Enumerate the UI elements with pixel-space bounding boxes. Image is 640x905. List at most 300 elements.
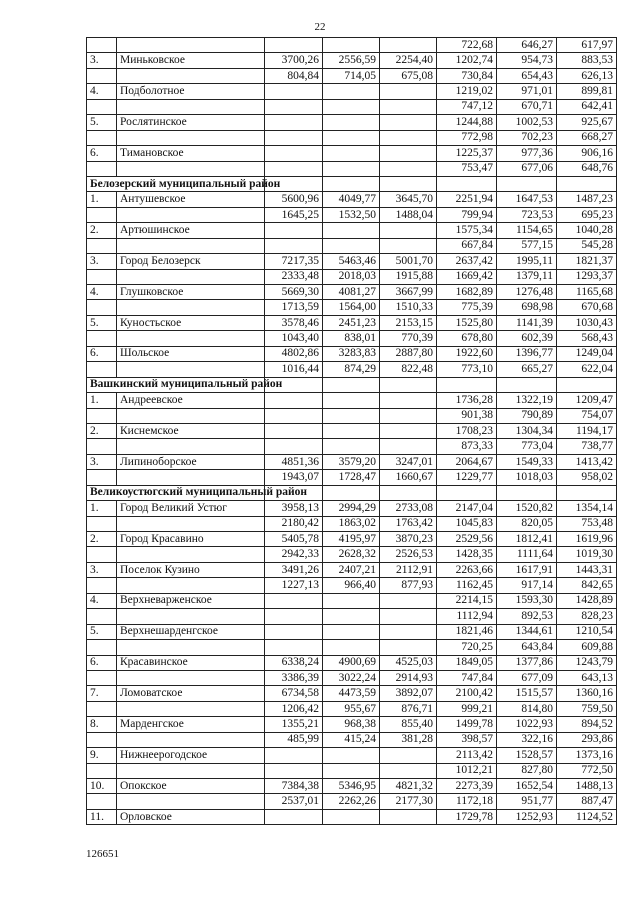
table-row [87, 423, 617, 438]
row-index: 6. [87, 655, 117, 670]
value-cell [265, 423, 323, 438]
row-index: 5. [87, 624, 117, 639]
table-row [87, 717, 617, 732]
value-cell: 2064,67 [437, 454, 497, 469]
value-cell: 906,16 [557, 146, 617, 161]
value-cell: 2113,42 [437, 748, 497, 763]
table-body [87, 38, 617, 825]
value-cell: 7217,35 [265, 254, 323, 269]
value-cell: 1016,44 [265, 362, 323, 377]
value-cell: 971,01 [497, 84, 557, 99]
empty-cell [497, 485, 557, 500]
value-cell: 1165,68 [557, 285, 617, 300]
value-cell: 3283,83 [323, 346, 380, 361]
table-row [87, 346, 617, 361]
value-cell: 2177,30 [380, 794, 437, 809]
settlement-name: Поселок Кузино [117, 562, 265, 577]
value-cell: 951,77 [497, 794, 557, 809]
settlement-name [117, 68, 265, 83]
value-cell: 877,93 [380, 578, 437, 593]
value-cell: 2273,39 [437, 779, 497, 794]
table-row [87, 701, 617, 716]
value-cell: 1549,33 [497, 454, 557, 469]
value-cell: 3386,39 [265, 670, 323, 685]
settlement-name: Город Красавино [117, 532, 265, 547]
row-index [87, 300, 117, 315]
region-name: Великоустюгский муниципальный район [87, 485, 265, 500]
region-header-row [87, 485, 617, 500]
document-code: 126651 [86, 848, 119, 860]
value-cell: 1210,54 [557, 624, 617, 639]
row-index [87, 68, 117, 83]
value-cell: 1915,88 [380, 269, 437, 284]
value-cell: 2180,42 [265, 516, 323, 531]
value-cell: 901,38 [437, 408, 497, 423]
value-cell: 1510,33 [380, 300, 437, 315]
empty-cell [497, 176, 557, 191]
value-cell: 1564,00 [323, 300, 380, 315]
value-cell: 855,40 [380, 717, 437, 732]
value-cell: 1669,42 [437, 269, 497, 284]
value-cell [323, 223, 380, 238]
value-cell: 1252,93 [497, 809, 557, 824]
value-cell: 1652,54 [497, 779, 557, 794]
value-cell [265, 624, 323, 639]
value-cell [380, 624, 437, 639]
table-row [87, 362, 617, 377]
value-cell: 643,13 [557, 670, 617, 685]
value-cell: 1708,23 [437, 423, 497, 438]
value-cell: 665,27 [497, 362, 557, 377]
value-cell: 814,80 [497, 701, 557, 716]
empty-cell [557, 485, 617, 500]
value-cell [323, 809, 380, 824]
value-cell: 955,67 [323, 701, 380, 716]
value-cell: 5669,30 [265, 285, 323, 300]
table-row [87, 254, 617, 269]
value-cell: 3870,23 [380, 532, 437, 547]
table-row [87, 516, 617, 531]
value-cell: 1012,21 [437, 763, 497, 778]
value-cell: 925,67 [557, 115, 617, 130]
value-cell: 7384,38 [265, 779, 323, 794]
value-cell: 1922,60 [437, 346, 497, 361]
value-cell: 917,14 [497, 578, 557, 593]
value-cell [323, 423, 380, 438]
tariff-table [86, 37, 617, 825]
value-cell: 6734,58 [265, 686, 323, 701]
settlement-name [117, 470, 265, 485]
value-cell: 1520,82 [497, 501, 557, 516]
value-cell: 773,10 [437, 362, 497, 377]
value-cell: 678,80 [437, 331, 497, 346]
value-cell [323, 38, 380, 53]
value-cell: 609,88 [557, 640, 617, 655]
value-cell: 2914,93 [380, 670, 437, 685]
row-index [87, 578, 117, 593]
value-cell: 4821,32 [380, 779, 437, 794]
value-cell [380, 238, 437, 253]
table-row [87, 408, 617, 423]
table-row [87, 146, 617, 161]
value-cell [265, 161, 323, 176]
value-cell: 1617,91 [497, 562, 557, 577]
value-cell: 1354,14 [557, 501, 617, 516]
value-cell: 5600,96 [265, 192, 323, 207]
value-cell: 999,21 [437, 701, 497, 716]
settlement-name: Шольское [117, 346, 265, 361]
value-cell: 1219,02 [437, 84, 497, 99]
value-cell: 4900,69 [323, 655, 380, 670]
value-cell: 4195,97 [323, 532, 380, 547]
row-index: 3. [87, 53, 117, 68]
value-cell: 2537,01 [265, 794, 323, 809]
value-cell [323, 763, 380, 778]
value-cell: 720,25 [437, 640, 497, 655]
table-row [87, 547, 617, 562]
value-cell [323, 609, 380, 624]
row-index: 4. [87, 285, 117, 300]
value-cell: 5405,78 [265, 532, 323, 547]
value-cell: 838,01 [323, 331, 380, 346]
value-cell: 1647,53 [497, 192, 557, 207]
value-cell: 3491,26 [265, 562, 323, 577]
value-cell: 5346,95 [323, 779, 380, 794]
settlement-name [117, 362, 265, 377]
value-cell: 668,27 [557, 130, 617, 145]
value-cell: 1194,17 [557, 423, 617, 438]
value-cell: 1728,47 [323, 470, 380, 485]
value-cell: 2112,91 [380, 562, 437, 577]
settlement-name [117, 331, 265, 346]
value-cell: 772,98 [437, 130, 497, 145]
value-cell: 626,13 [557, 68, 617, 83]
empty-cell [437, 377, 497, 392]
value-cell [380, 809, 437, 824]
value-cell [380, 84, 437, 99]
value-cell: 2262,26 [323, 794, 380, 809]
value-cell: 5463,46 [323, 254, 380, 269]
value-cell: 1532,50 [323, 207, 380, 222]
value-cell [323, 146, 380, 161]
row-index: 1. [87, 192, 117, 207]
value-cell [323, 748, 380, 763]
table-row [87, 285, 617, 300]
value-cell [265, 223, 323, 238]
value-cell: 1593,30 [497, 593, 557, 608]
value-cell: 3247,01 [380, 454, 437, 469]
value-cell: 753,48 [557, 516, 617, 531]
row-index [87, 609, 117, 624]
value-cell: 1443,31 [557, 562, 617, 577]
value-cell: 1499,78 [437, 717, 497, 732]
settlement-name: Верхневарженское [117, 593, 265, 608]
value-cell: 2153,15 [380, 315, 437, 330]
value-cell: 1022,93 [497, 717, 557, 732]
value-cell: 1040,28 [557, 223, 617, 238]
value-cell: 1141,39 [497, 315, 557, 330]
table-row [87, 670, 617, 685]
value-cell: 738,77 [557, 439, 617, 454]
settlement-name: Марденгское [117, 717, 265, 732]
value-cell: 723,53 [497, 207, 557, 222]
empty-cell [437, 176, 497, 191]
value-cell: 1377,86 [497, 655, 557, 670]
value-cell: 3667,99 [380, 285, 437, 300]
value-cell: 1202,74 [437, 53, 497, 68]
settlement-name [117, 439, 265, 454]
value-cell [380, 130, 437, 145]
row-index: 7. [87, 686, 117, 701]
value-cell [265, 763, 323, 778]
value-cell: 1619,96 [557, 532, 617, 547]
value-cell: 887,47 [557, 794, 617, 809]
settlement-name [117, 130, 265, 145]
value-cell: 667,84 [437, 238, 497, 253]
row-index: 1. [87, 501, 117, 516]
value-cell: 1373,16 [557, 748, 617, 763]
table-row [87, 161, 617, 176]
value-cell [323, 130, 380, 145]
value-cell [380, 439, 437, 454]
value-cell [380, 748, 437, 763]
value-cell [265, 593, 323, 608]
row-index: 3. [87, 562, 117, 577]
value-cell: 1995,11 [497, 254, 557, 269]
row-index [87, 269, 117, 284]
region-name: Вашкинский муниципальный район [87, 377, 265, 392]
value-cell: 1812,41 [497, 532, 557, 547]
settlement-name [117, 99, 265, 114]
row-index: 2. [87, 423, 117, 438]
value-cell: 1849,05 [437, 655, 497, 670]
value-cell: 677,09 [497, 670, 557, 685]
value-cell: 1528,57 [497, 748, 557, 763]
value-cell [380, 161, 437, 176]
value-cell: 730,84 [437, 68, 497, 83]
value-cell: 3892,07 [380, 686, 437, 701]
empty-cell [437, 485, 497, 500]
value-cell: 1682,89 [437, 285, 497, 300]
settlement-name: Антушевское [117, 192, 265, 207]
value-cell: 1729,78 [437, 809, 497, 824]
value-cell: 842,65 [557, 578, 617, 593]
table-row [87, 562, 617, 577]
row-index [87, 99, 117, 114]
value-cell: 1660,67 [380, 470, 437, 485]
value-cell [265, 99, 323, 114]
table-row [87, 115, 617, 130]
value-cell: 1154,65 [497, 223, 557, 238]
value-cell: 790,89 [497, 408, 557, 423]
value-cell: 2333,48 [265, 269, 323, 284]
value-cell: 1943,07 [265, 470, 323, 485]
value-cell: 646,27 [497, 38, 557, 53]
value-cell: 772,50 [557, 763, 617, 778]
value-cell: 1515,57 [497, 686, 557, 701]
settlement-name [117, 794, 265, 809]
value-cell: 1243,79 [557, 655, 617, 670]
table-row [87, 732, 617, 747]
row-index [87, 701, 117, 716]
value-cell: 1045,83 [437, 516, 497, 531]
value-cell: 617,97 [557, 38, 617, 53]
value-cell: 577,15 [497, 238, 557, 253]
table-row [87, 223, 617, 238]
value-cell: 6338,24 [265, 655, 323, 670]
value-cell: 1043,40 [265, 331, 323, 346]
settlement-name: Орловское [117, 809, 265, 824]
value-cell: 747,84 [437, 670, 497, 685]
value-cell [265, 640, 323, 655]
value-cell: 1304,34 [497, 423, 557, 438]
value-cell: 4802,86 [265, 346, 323, 361]
value-cell [380, 223, 437, 238]
table-row [87, 779, 617, 794]
value-cell: 322,16 [497, 732, 557, 747]
value-cell: 3579,20 [323, 454, 380, 469]
value-cell: 874,29 [323, 362, 380, 377]
value-cell: 876,71 [380, 701, 437, 716]
row-index: 3. [87, 454, 117, 469]
value-cell: 3700,26 [265, 53, 323, 68]
value-cell [323, 640, 380, 655]
value-cell: 1487,23 [557, 192, 617, 207]
value-cell [265, 84, 323, 99]
value-cell: 1763,42 [380, 516, 437, 531]
empty-cell [497, 377, 557, 392]
settlement-name [117, 161, 265, 176]
value-cell: 968,38 [323, 717, 380, 732]
value-cell: 770,39 [380, 331, 437, 346]
row-index [87, 640, 117, 655]
empty-cell [380, 485, 437, 500]
settlement-name: Верхнешарденгское [117, 624, 265, 639]
value-cell [265, 809, 323, 824]
empty-cell [323, 377, 380, 392]
table-row [87, 192, 617, 207]
settlement-name: Андреевское [117, 393, 265, 408]
table-row [87, 809, 617, 824]
value-cell: 1645,25 [265, 207, 323, 222]
settlement-name: Миньковское [117, 53, 265, 68]
value-cell: 1863,02 [323, 516, 380, 531]
value-cell: 1488,13 [557, 779, 617, 794]
value-cell: 954,73 [497, 53, 557, 68]
table-row [87, 748, 617, 763]
value-cell: 4473,59 [323, 686, 380, 701]
settlement-name: Куностьское [117, 315, 265, 330]
value-cell: 1111,64 [497, 547, 557, 562]
table-row [87, 130, 617, 145]
value-cell: 2556,59 [323, 53, 380, 68]
row-index [87, 763, 117, 778]
value-cell [323, 624, 380, 639]
value-cell: 1344,61 [497, 624, 557, 639]
empty-cell [323, 176, 380, 191]
settlement-name: Ломоватское [117, 686, 265, 701]
table-row [87, 207, 617, 222]
value-cell: 4525,03 [380, 655, 437, 670]
value-cell: 4081,27 [323, 285, 380, 300]
value-cell [323, 161, 380, 176]
settlement-name: Опокское [117, 779, 265, 794]
value-cell: 828,23 [557, 609, 617, 624]
value-cell: 753,47 [437, 161, 497, 176]
value-cell [380, 393, 437, 408]
value-cell: 545,28 [557, 238, 617, 253]
table-row [87, 300, 617, 315]
row-index [87, 547, 117, 562]
settlement-name [117, 547, 265, 562]
value-cell [323, 238, 380, 253]
value-cell [380, 423, 437, 438]
table-row [87, 640, 617, 655]
row-index [87, 439, 117, 454]
empty-cell [380, 377, 437, 392]
value-cell: 1293,37 [557, 269, 617, 284]
table-row [87, 38, 617, 53]
table-row [87, 532, 617, 547]
empty-cell [323, 485, 380, 500]
settlement-name: Артюшинское [117, 223, 265, 238]
value-cell [323, 393, 380, 408]
value-cell: 4851,36 [265, 454, 323, 469]
value-cell: 773,04 [497, 439, 557, 454]
settlement-name: Киснемское [117, 423, 265, 438]
settlement-name [117, 300, 265, 315]
settlement-name: Подболотное [117, 84, 265, 99]
settlement-name [117, 763, 265, 778]
settlement-name [117, 269, 265, 284]
value-cell: 1360,16 [557, 686, 617, 701]
value-cell: 1736,28 [437, 393, 497, 408]
row-index [87, 207, 117, 222]
row-index [87, 670, 117, 685]
value-cell: 381,28 [380, 732, 437, 747]
row-index: 5. [87, 115, 117, 130]
value-cell: 3958,13 [265, 501, 323, 516]
value-cell: 2100,42 [437, 686, 497, 701]
value-cell: 1209,47 [557, 393, 617, 408]
value-cell [265, 238, 323, 253]
page-number: 22 [314, 21, 326, 33]
settlement-name: Рослятинское [117, 115, 265, 130]
value-cell [265, 408, 323, 423]
value-cell: 1428,89 [557, 593, 617, 608]
value-cell: 820,05 [497, 516, 557, 531]
value-cell: 754,07 [557, 408, 617, 423]
value-cell: 2251,94 [437, 192, 497, 207]
settlement-name [117, 640, 265, 655]
value-cell [265, 130, 323, 145]
value-cell: 883,53 [557, 53, 617, 68]
table-row [87, 68, 617, 83]
empty-cell [557, 377, 617, 392]
value-cell: 1018,03 [497, 470, 557, 485]
value-cell: 1206,42 [265, 701, 323, 716]
row-index: 11. [87, 809, 117, 824]
row-index: 1. [87, 393, 117, 408]
value-cell: 2254,40 [380, 53, 437, 68]
empty-cell [380, 176, 437, 191]
value-cell: 568,43 [557, 331, 617, 346]
settlement-name [117, 408, 265, 423]
value-cell [323, 593, 380, 608]
value-cell: 654,43 [497, 68, 557, 83]
value-cell: 804,84 [265, 68, 323, 83]
row-index [87, 516, 117, 531]
